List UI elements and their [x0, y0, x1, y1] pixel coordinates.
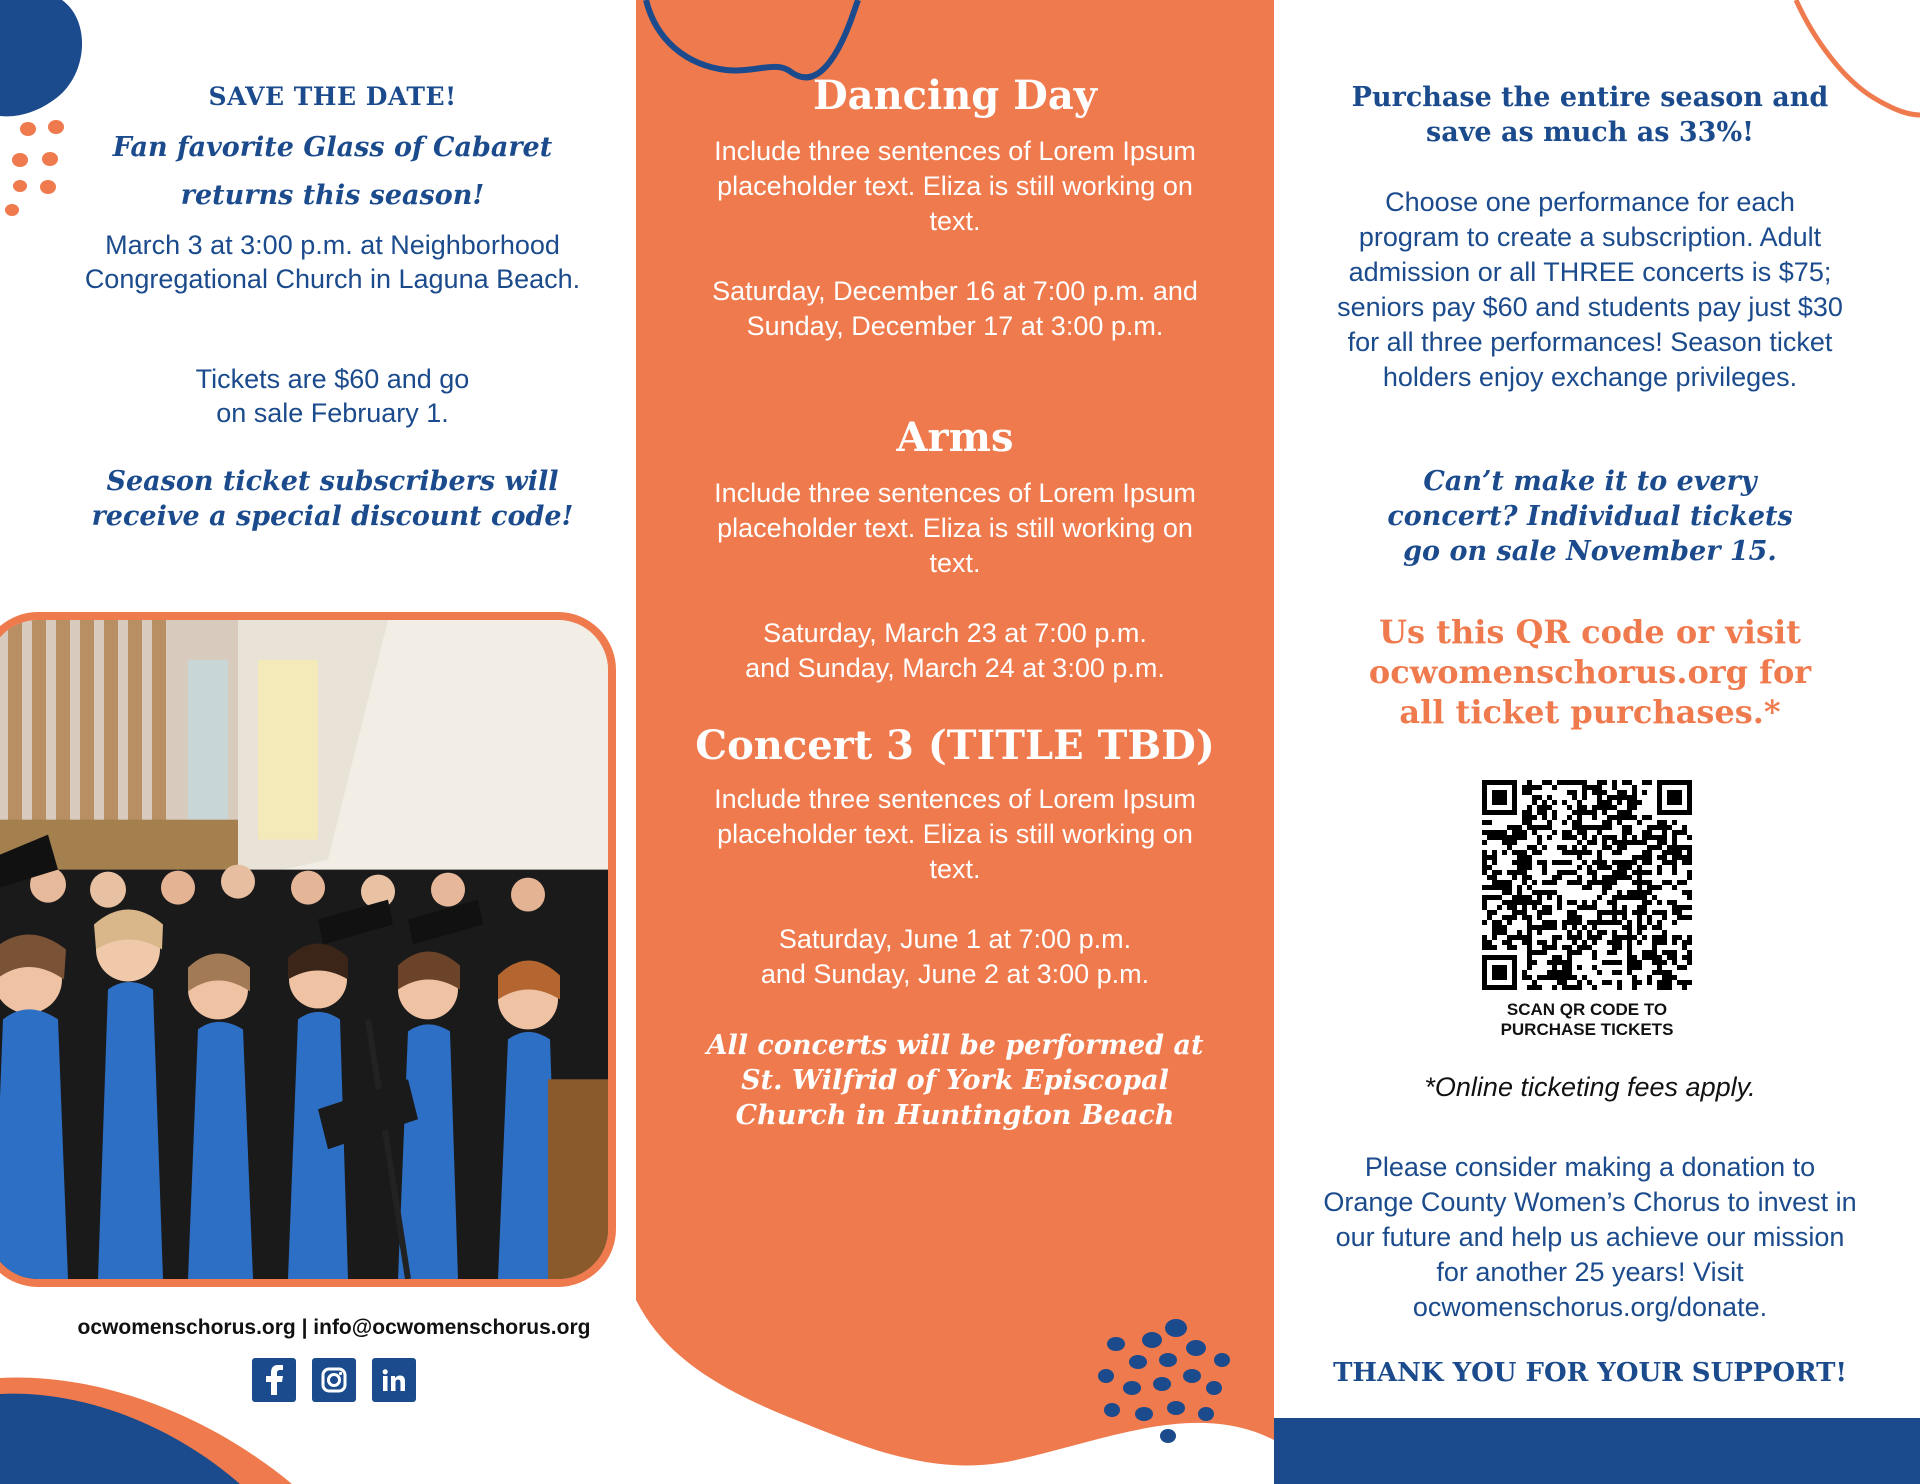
concert-3-description: Include three sentences of Lorem Ipsum placeholder text. Eliza is still working on text.: [714, 784, 1196, 884]
individual-tickets-note: Can’t make it to every concert? Individual tickets go on sale November 15.: [1387, 466, 1793, 567]
qr-callout: Us this QR code or visit ocwomenschorus.org for all ticket purchases.*: [1368, 613, 1812, 731]
qr-caption-line: SCAN QR CODE TO: [1506, 1000, 1668, 1019]
instagram-icon[interactable]: [312, 1358, 356, 1402]
concert-1-dates: Saturday, December 16 at 7:00 p.m. and Sunday, December 17 at 3:00 p.m.: [712, 276, 1198, 341]
concert-2-dates-line: Saturday, March 23 at 7:00 p.m.: [763, 618, 1147, 648]
venue-note: All concerts will be performed at St. Wilfrid of York Episcopal Church in Huntington Beach: [706, 1030, 1204, 1131]
linkedin-icon[interactable]: [372, 1358, 416, 1402]
ticket-info-line: on sale February 1.: [216, 398, 449, 428]
ticket-info: [60, 362, 605, 430]
bottom-navy-bar: [1274, 1418, 1920, 1484]
thank-you-message: THANK YOU FOR YOUR SUPPORT!: [1333, 1358, 1847, 1388]
contact-info: ocwomenschorus.org | info@ocwomenschorus.org: [77, 1316, 591, 1339]
season-subscription-details: Choose one performance for each program to create a subscription. Adult admission or all THREE concerts is $75; seniors pay $60 and students pay just $30 for all three performances! Season ticket holders enjoy exchange privileges.: [1337, 187, 1843, 392]
concert-3-dates-line: Saturday, June 1 at 7:00 p.m.: [778, 924, 1132, 954]
event-details: March 3 at 3:00 p.m. at Neighborhood Congregational Church in Laguna Beach.: [84, 230, 581, 294]
bottom-swoosh-decoration: [0, 1368, 300, 1484]
concert-3-title: Concert 3 (TITLE TBD): [695, 722, 1215, 769]
right-panel: [1274, 0, 1920, 1484]
donation-appeal: Please consider making a donation to Orange County Women’s Chorus to invest in our future and help us achieve our mission for another 25 years! Visit ocwomenschorus.org/donate.: [1323, 1152, 1857, 1322]
choir-photo: [0, 612, 616, 1287]
subscriber-discount-note: Season ticket subscribers will receive a special discount code!: [91, 466, 574, 532]
concert-3-dates: [676, 922, 1234, 992]
cabaret-announcement: Fan favorite Glass of Cabaret returns this season!: [112, 132, 553, 211]
navy-dots-decoration: [1096, 1310, 1236, 1450]
qr-code[interactable]: [1482, 780, 1692, 990]
concert-2-description: Include three sentences of Lorem Ipsum placeholder text. Eliza is still working on text.: [714, 478, 1196, 578]
save-the-date-heading: SAVE THE DATE!: [208, 82, 457, 111]
online-fees-note: *Online ticketing fees apply.: [1424, 1072, 1756, 1102]
concert-2-title: Arms: [896, 414, 1014, 461]
concert-2-dates-line: and Sunday, March 24 at 3:00 p.m.: [745, 653, 1165, 683]
season-savings-heading: Purchase the entire season and save as much as 33%!: [1351, 82, 1829, 148]
middle-panel: [636, 0, 1274, 1484]
concert-1-description: Include three sentences of Lorem Ipsum placeholder text. Eliza is still working on text.: [714, 136, 1196, 236]
left-panel: [0, 0, 640, 1484]
concert-1-title: Dancing Day: [812, 72, 1098, 119]
qr-caption-line: PURCHASE TICKETS: [1500, 1020, 1674, 1039]
ticket-info-line: Tickets are $60 and go: [195, 364, 470, 394]
qr-caption: [1404, 1000, 1770, 1040]
concert-2-dates: [676, 616, 1234, 686]
concert-3-dates-line: and Sunday, June 2 at 3:00 p.m.: [760, 959, 1150, 989]
